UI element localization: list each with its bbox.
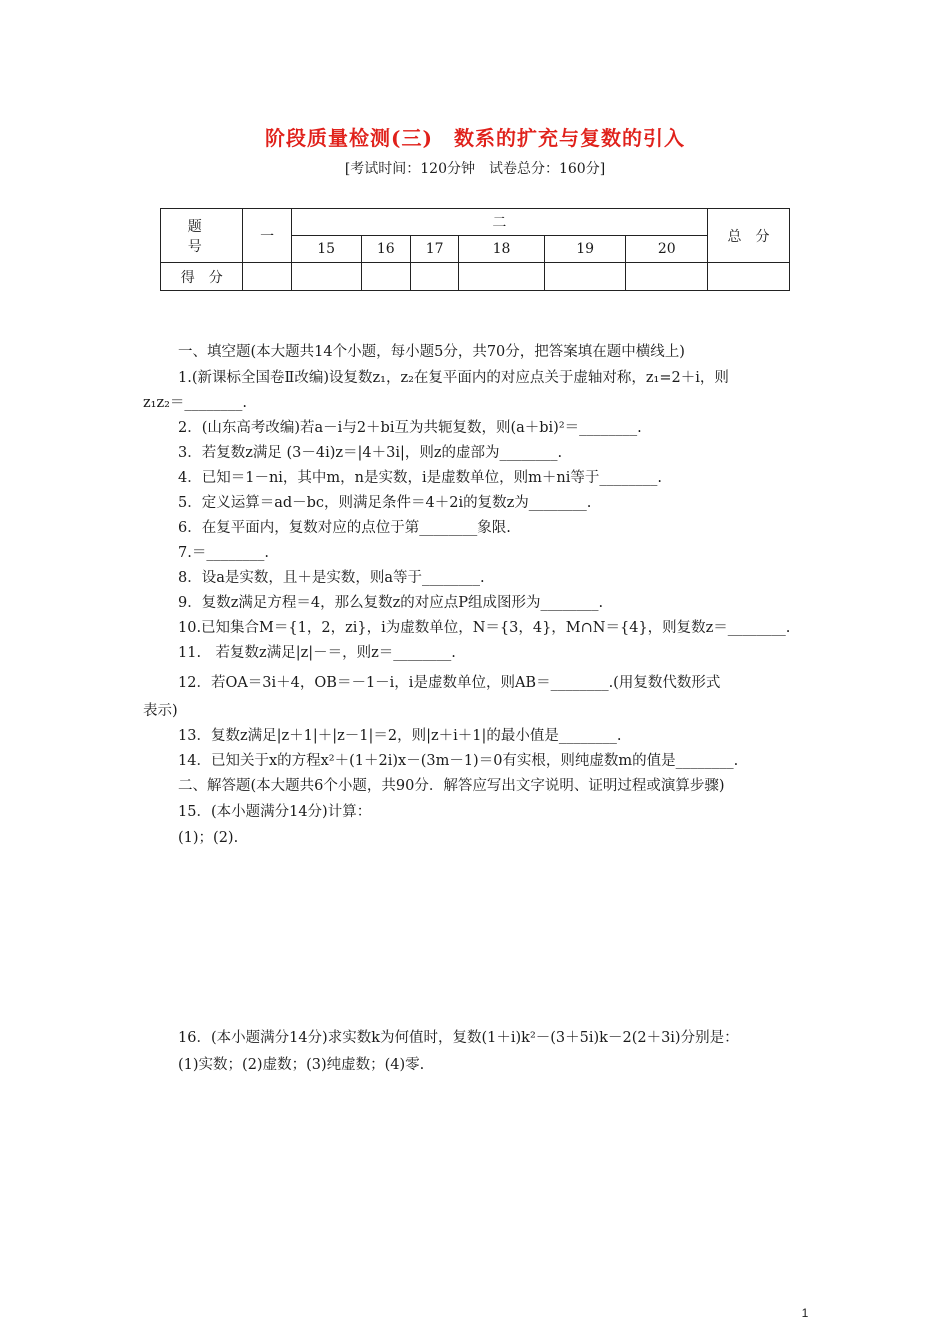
question-5: 5．定义运算＝ad－bc，则满足条件＝4＋2i的复数z为________. — [178, 495, 592, 511]
score-cell — [544, 263, 626, 291]
score-table-label-qnum: 题 号 — [161, 209, 243, 263]
question-13: 13．复数z满足|z＋1|＋|z－1|＝2，则|z＋i＋1|的最小值是________. — [178, 728, 622, 744]
question-4: 4．已知＝1－ni，其中m，n是实数，i是虚数单位，则m＋ni等于________. — [178, 470, 662, 486]
question-1-line2: z₁z₂＝________. — [143, 395, 248, 411]
question-2: 2．(山东高考改编)若a－i与2＋bi互为共轭复数，则(a＋bi)²＝________. — [178, 420, 642, 436]
question-16-line2: (1)实数；(2)虚数；(3)纯虚数；(4)零. — [178, 1057, 425, 1073]
score-cell — [410, 263, 458, 291]
section1-heading: 一、填空题(本大题共14个小题，每小题5分，共70分，把答案填在题中横线上) — [178, 344, 685, 360]
score-table-col-total: 总 分 — [708, 209, 790, 263]
score-table-sub-col: 17 — [410, 236, 458, 263]
question-9: 9．复数z满足方程＝4，那么复数z的对应点P组成图形为________. — [178, 595, 604, 611]
question-1-line1: 1.(新课标全国卷Ⅱ改编)设复数z₁，z₂在复平面内的对应点关于虚轴对称，z₁=2＋i，则 — [178, 370, 729, 386]
question-3: 3．若复数z满足 (3－4i)z＝|4＋3i|，则z的虚部为________. — [178, 445, 563, 461]
section2-heading: 二、解答题(本大题共6个小题，共90分．解答应写出文字说明、证明过程或演算步骤) — [178, 778, 725, 794]
score-table-sub-col: 19 — [544, 236, 626, 263]
exam-title: 阶段质量检测(三) 数系的扩充与复数的引入 — [265, 126, 685, 150]
question-16-line1: 16．(本小题满分14分)求实数k为何值时，复数(1＋i)k²－(3＋5i)k－2(2＋3i)分别是： — [178, 1030, 739, 1046]
question-14: 14．已知关于x的方程x²＋(1＋2i)x－(3m－1)＝0有实根，则纯虚数m的值是________. — [178, 753, 739, 769]
score-cell — [243, 263, 291, 291]
score-cell — [626, 263, 708, 291]
question-7: 7.＝________. — [178, 545, 269, 561]
question-15-line2: (1)；(2). — [178, 830, 239, 846]
score-table-sub-col: 15 — [291, 236, 361, 263]
score-cell — [291, 263, 361, 291]
score-table-col-one: 一 — [243, 209, 291, 263]
question-6: 6．在复平面内，复数对应的点位于第________象限. — [178, 520, 511, 536]
score-cell — [708, 263, 790, 291]
question-12-line1: 12．若OA＝3i＋4，OB＝－1－i，i是虚数单位，则AB＝________.(用复数代数形式 — [178, 675, 721, 691]
score-cell — [361, 263, 410, 291]
score-table-sub-col: 16 — [361, 236, 410, 263]
score-table — [160, 208, 790, 291]
question-8: 8．设a是实数，且＋是实数，则a等于________. — [178, 570, 485, 586]
question-12-line2: 表示) — [143, 703, 178, 719]
question-11: 11. 若复数z满足|z|－＝，则z＝________. — [178, 645, 456, 661]
question-15-line1: 15．(本小题满分14分)计算： — [178, 804, 372, 820]
score-table-col-two: 二 — [291, 209, 707, 236]
score-cell — [459, 263, 545, 291]
score-table-sub-col: 18 — [459, 236, 545, 263]
score-table-label-score: 得 分 — [161, 263, 243, 291]
page-number: 1 — [801, 1306, 809, 1320]
question-10: 10.已知集合M＝{1，2，zi}，i为虚数单位，N＝{3，4}，M∩N＝{4}，则复数z＝________. — [178, 620, 791, 636]
exam-subtitle: [考试时间：120分钟 试卷总分：160分] — [344, 161, 606, 177]
score-table-sub-col: 20 — [626, 236, 708, 263]
